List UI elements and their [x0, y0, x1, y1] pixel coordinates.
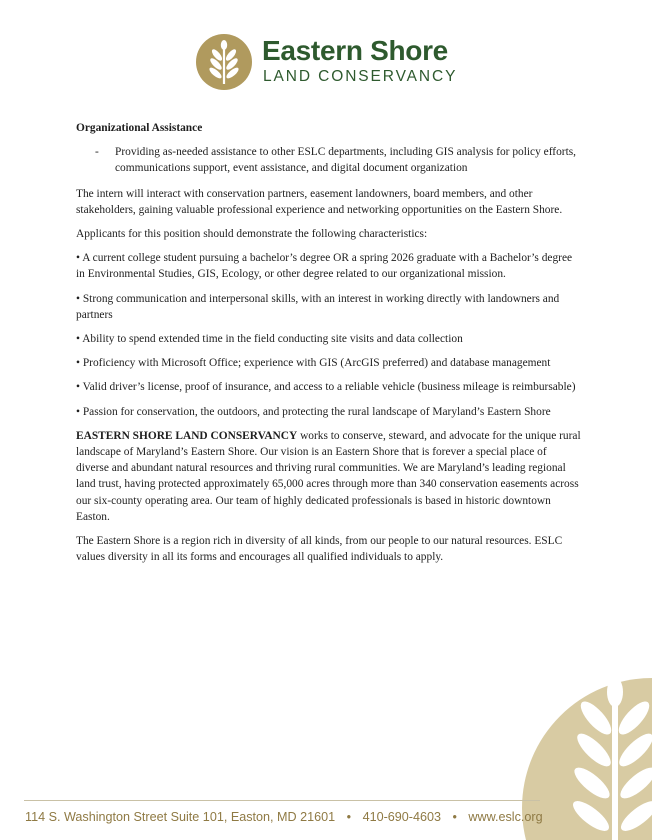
applicants-intro: Applicants for this position should demonstrate the following characteristics:	[76, 228, 428, 241]
characteristic-item: • A current college student pursuing a bachelor’s degree OR a spring 2026 graduate with a Bachelor’s degree in Environmental Studies, GIS, Ecology, or other degree related to our organizational mission.	[76, 252, 573, 281]
characteristic-item: • Passion for conservation, the outdoors, and protecting the rural landscape of Maryland’s Eastern Shore	[76, 405, 551, 418]
wheat-logo-icon	[196, 34, 252, 90]
about-paragraph	[76, 428, 582, 525]
intern-interaction-paragraph: The intern will interact with conservation partners, easement landowners, board members, and other stakeholders, gaining valuable professional experience and networking opportunities on the Eastern Shore.	[76, 187, 563, 216]
characteristic-item: • Proficiency with Microsoft Office; experience with GIS (ArcGIS preferred) and database management	[76, 357, 551, 370]
footer-website[interactable]: www.eslc.org	[468, 810, 543, 824]
footer	[25, 810, 543, 824]
footer-divider	[24, 800, 540, 801]
org-name: EASTERN SHORE LAND CONSERVANCY	[76, 429, 298, 442]
footer-phone: 410-690-4603	[362, 810, 441, 824]
dash-marker: -	[95, 146, 99, 159]
dash-list-item	[76, 144, 582, 176]
brand-name: Eastern Shore	[262, 35, 448, 66]
section-title: Organizational Assistance	[76, 122, 203, 134]
brand-subtitle: LAND CONSERVANCY	[263, 68, 458, 85]
dash-item-text: Providing as-needed assistance to other ESLC departments, including GIS analysis for policy efforts, communications support, event assistance, and digital document organization	[115, 146, 577, 175]
footer-separator: •	[346, 810, 352, 824]
document-body	[76, 120, 582, 573]
diversity-paragraph: The Eastern Shore is a region rich in diversity of all kinds, from our people to our natural resources. ESLC values diversity in all its forms and encourages all qualified individuals to apply.	[76, 535, 563, 564]
characteristic-item: • Strong communication and interpersonal skills, with an interest in working directly with landowners and partners	[76, 292, 560, 321]
header-logo	[196, 34, 496, 90]
footer-address: 114 S. Washington Street Suite 101, Easton, MD 21601	[25, 810, 336, 824]
footer-separator: •	[452, 810, 457, 824]
characteristic-item: • Valid driver’s license, proof of insurance, and access to a reliable vehicle (business mileage is reimbursable)	[76, 381, 576, 394]
about-text: works to conserve, steward, and advocate for the unique rural landscape of Maryland’s Eastern Shore. Our vision is an Eastern Shore that is forever a special place of diverse and abundant natural resources and thriving rural communities. We are Maryland’s leading regional land trust, having protected approximately 65,000 acres through more than 340 conservation easements across our six-county operating area. Our team of highly dedicated professionals is based in historic downtown Easton.	[76, 429, 581, 523]
characteristic-item: • Ability to spend extended time in the field conducting site visits and data collection	[76, 333, 463, 346]
